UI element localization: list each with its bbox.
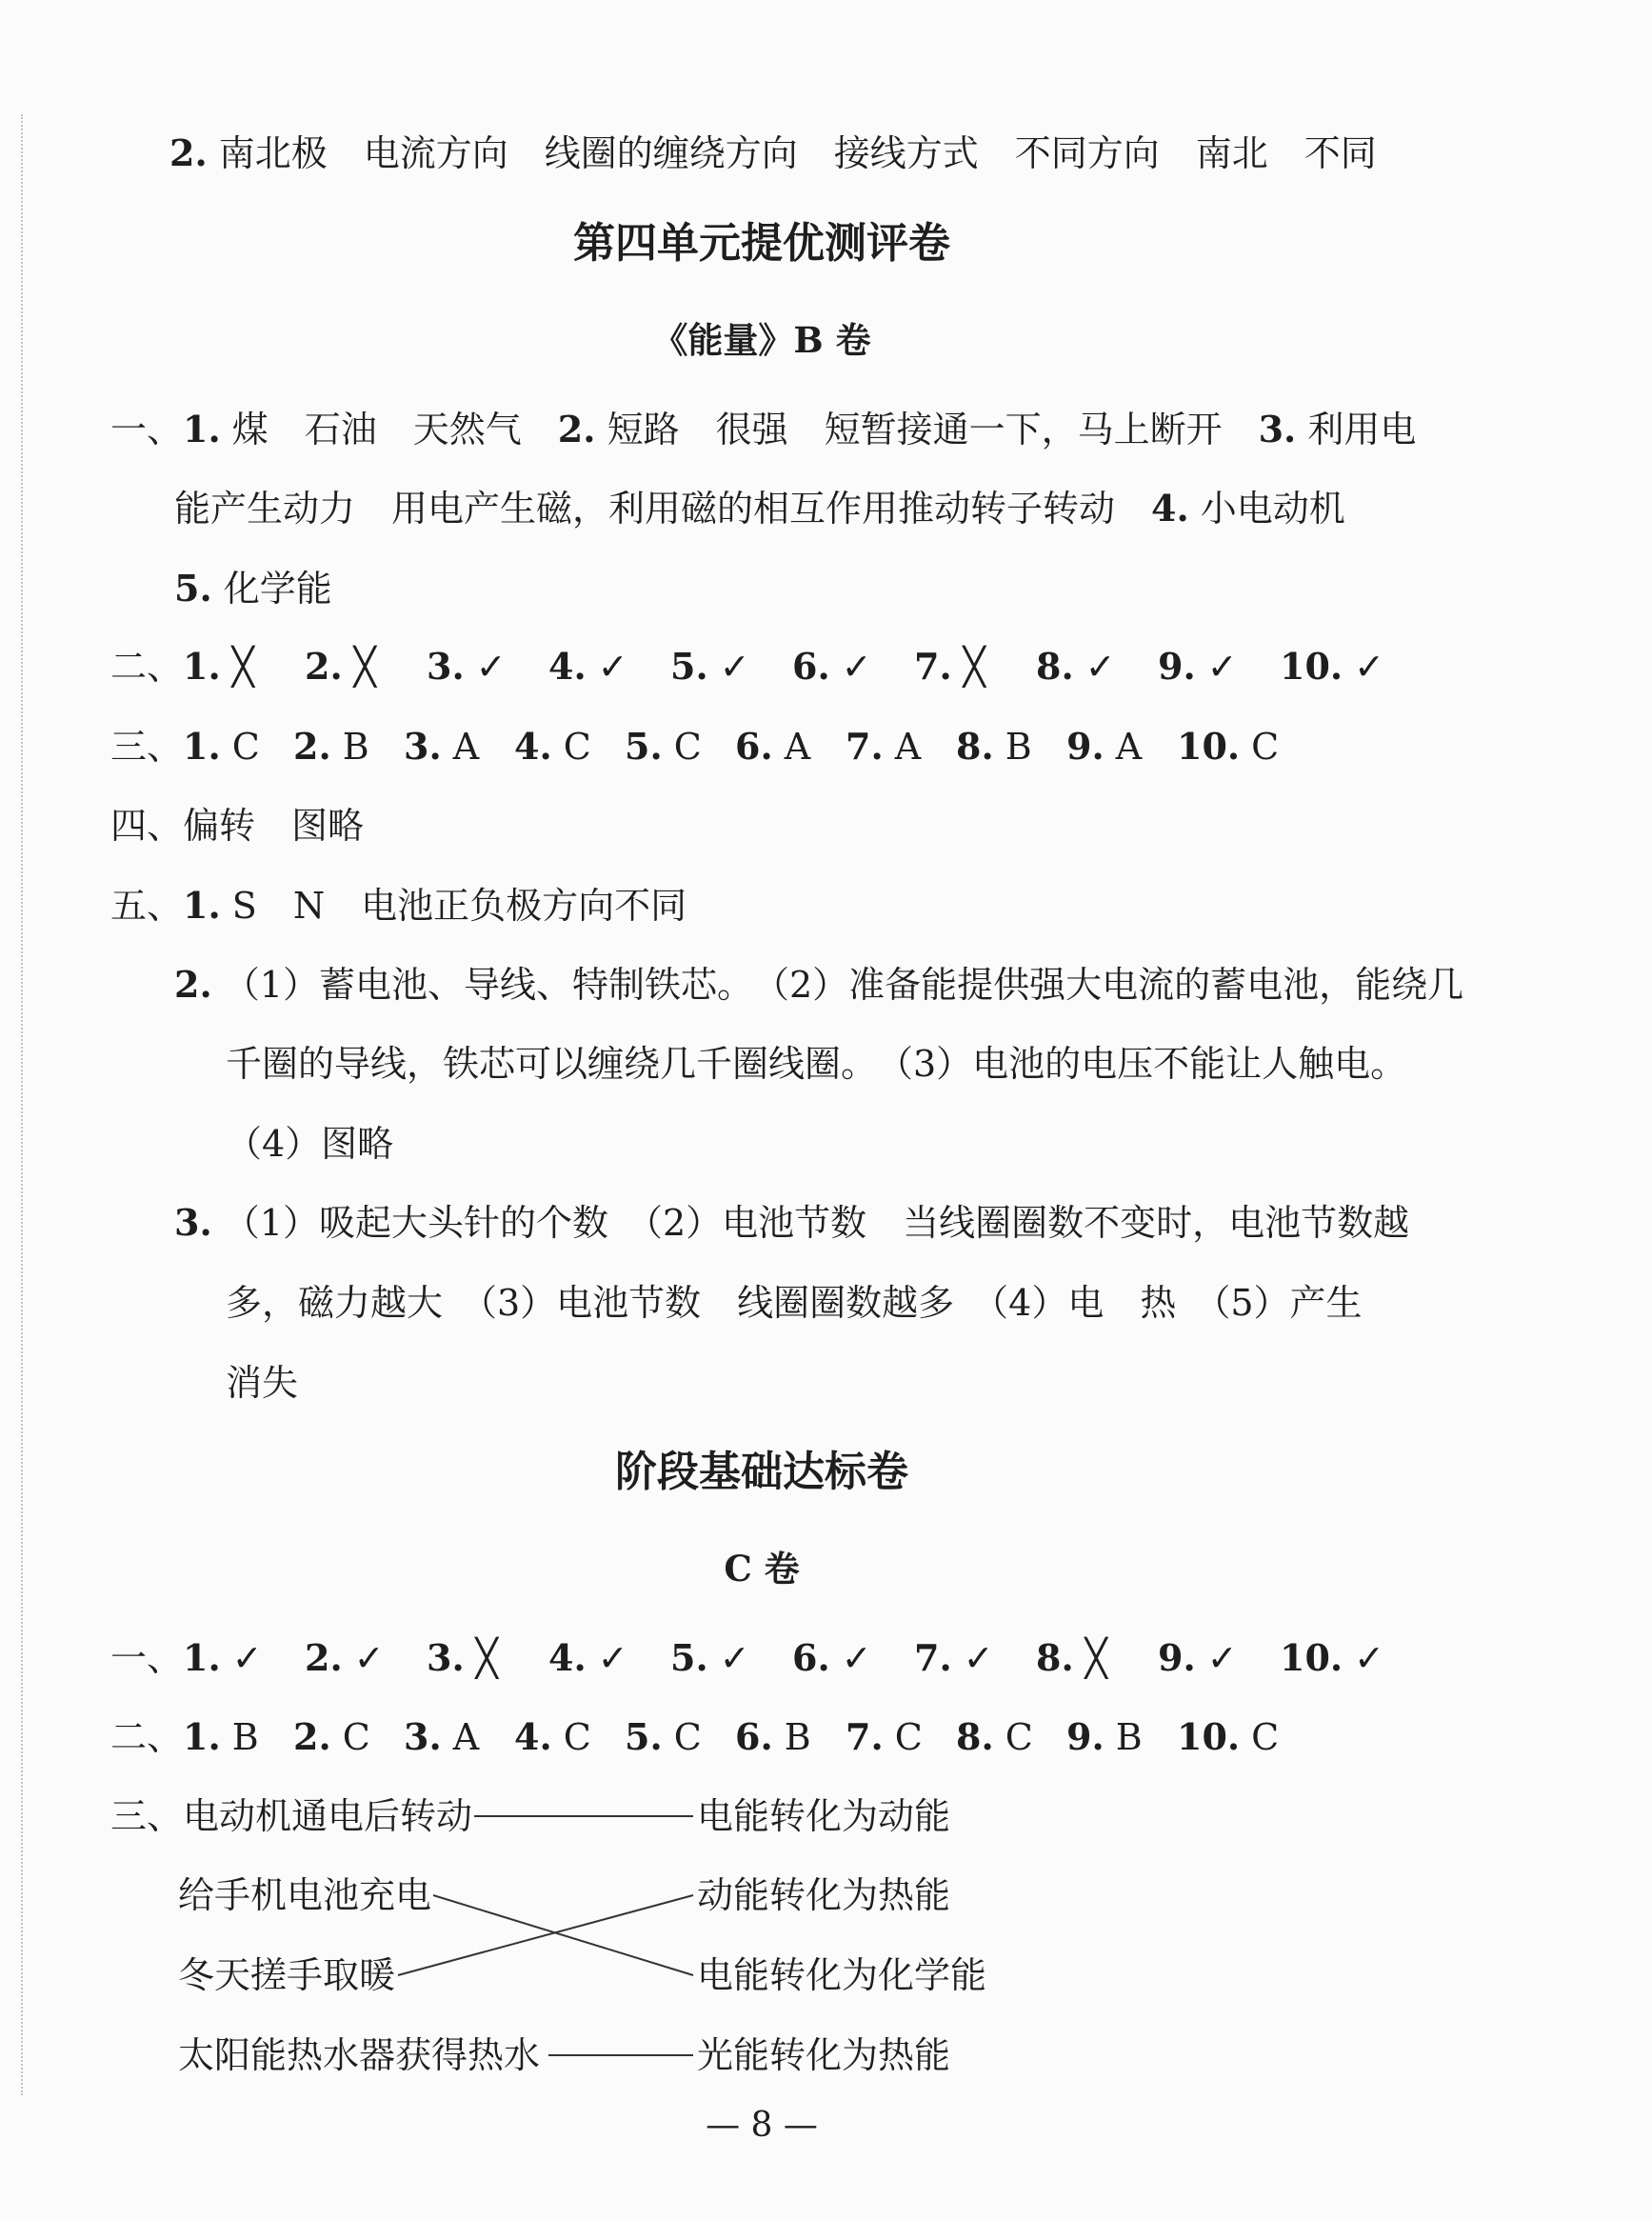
question-number: 2. <box>169 131 208 174</box>
answer-mark: C <box>673 726 702 768</box>
part-prefix: 四、 <box>110 805 184 847</box>
answer-mark: ╳ <box>1085 1637 1107 1679</box>
match-right-item: 电能转化为动能 <box>697 1795 951 1837</box>
answer-mark: C <box>1005 1716 1033 1758</box>
answer-mark: ✓ <box>719 1637 750 1679</box>
question-number: 6. <box>735 1715 773 1758</box>
question-number: 6. <box>735 725 773 768</box>
answer-mark: C <box>1251 726 1280 768</box>
question-number: 3. <box>427 645 465 688</box>
match-left-item: 太阳能热水器获得热水 <box>178 2034 541 2076</box>
question-number: 10. <box>1280 1636 1343 1679</box>
question-number: 2. <box>557 408 596 450</box>
answer-line: 消失 <box>226 1362 299 1404</box>
question-number: 9. <box>1066 725 1105 768</box>
answer-text: 煤 石油 天然气 <box>231 409 558 450</box>
question-number: 2. <box>305 645 343 688</box>
question-number: 5. <box>625 725 663 768</box>
question-number: 7. <box>846 1715 884 1758</box>
answer-mark: ✓ <box>1206 646 1238 688</box>
answer-mark: C <box>673 1716 702 1758</box>
answer-mark: ✓ <box>1354 1637 1384 1679</box>
question-number: 1. <box>183 884 221 927</box>
answer-mark: B <box>342 726 369 768</box>
question-number: 2. <box>174 963 212 1006</box>
match-right-item: 电能转化为化学能 <box>697 1954 987 1996</box>
answer-line: 多，磁力越大 （3）电池节数 线圈圈数越多 （4）电 热 （5）产生 <box>226 1282 1363 1324</box>
part-prefix: 一、 <box>110 1637 184 1679</box>
answer-mark: ✓ <box>475 646 507 688</box>
question-number: 1. <box>183 1636 221 1679</box>
question-number: 6. <box>792 1636 830 1679</box>
answer-mark: C <box>563 726 591 768</box>
answer-line: （4）图略 <box>226 1123 394 1165</box>
question-number: 5. <box>174 567 212 610</box>
answer-text: 化学能 <box>223 568 332 610</box>
answer-mark: ╳ <box>231 646 254 688</box>
answer-mark: ✓ <box>353 1637 385 1679</box>
answer-mark: ✓ <box>841 1637 872 1679</box>
match-left-item: 冬天搓手取暖 <box>178 1954 396 1996</box>
question-number: 4. <box>514 725 552 768</box>
question-number: 3. <box>427 1636 465 1679</box>
section-title: 阶段基础达标卷 <box>615 1448 908 1496</box>
answer-text: 短路 很强 短暂接通一下，马上断开 <box>607 409 1259 450</box>
answer-mark: ✓ <box>841 646 872 688</box>
part-prefix: 二、 <box>110 1716 184 1758</box>
answer-mark: C <box>342 1716 370 1758</box>
answer-mark: ✓ <box>597 646 628 688</box>
part-prefix: 二、 <box>110 646 184 688</box>
answer-text: 能产生动力 用电产生磁，利用磁的相互作用推动转子转动 <box>174 488 1152 530</box>
question-number: 9. <box>1066 1715 1105 1758</box>
answer-mark: A <box>784 726 811 768</box>
answer-text: （1）吸起大头针的个数 （2）电池节数 当线圈圈数不变时，电池节数越 <box>223 1202 1410 1244</box>
answer-mark: ✓ <box>1354 646 1384 688</box>
page-number: — 8 — <box>706 2106 818 2145</box>
question-number: 1. <box>183 725 221 768</box>
question-number: 3. <box>174 1201 212 1244</box>
question-number: 2. <box>305 1636 343 1679</box>
question-number: 4. <box>1151 487 1189 530</box>
answer-mark: C <box>1251 1716 1280 1758</box>
match-right-item: 光能转化为热能 <box>697 2034 951 2076</box>
section-title: 第四单元提优测评卷 <box>573 219 950 268</box>
question-number: 1. <box>183 645 221 688</box>
answer-text: S N 电池正负极方向不同 <box>231 885 687 927</box>
answer-mark: B <box>1005 726 1032 768</box>
answer-mark: C <box>894 1716 923 1758</box>
answer-mark: C <box>563 1716 591 1758</box>
question-number: 1. <box>183 408 221 450</box>
answer-mark: ✓ <box>231 1637 263 1679</box>
answer-mark: B <box>231 1716 259 1758</box>
question-number: 6. <box>792 645 830 688</box>
answer-mark: ╳ <box>963 646 985 688</box>
answer-mark: ✓ <box>719 646 750 688</box>
answer-mark: ✓ <box>963 1637 994 1679</box>
question-number: 9. <box>1158 1636 1196 1679</box>
question-number: 10. <box>1280 645 1343 688</box>
question-number: 3. <box>1258 408 1297 450</box>
question-number: 5. <box>670 1636 708 1679</box>
question-number: 7. <box>846 725 884 768</box>
match-connector-line <box>398 1895 693 1975</box>
question-number: 3. <box>404 1715 442 1758</box>
question-number: 1. <box>183 1715 221 1758</box>
answer-text: 偏转 图略 <box>183 805 365 847</box>
question-number: 3. <box>404 725 442 768</box>
question-number: 8. <box>956 1715 994 1758</box>
question-number: 8. <box>1036 645 1074 688</box>
answer-mark: A <box>452 1716 480 1758</box>
answer-text: 小电动机 <box>1200 488 1345 530</box>
part-prefix: 一、 <box>110 409 184 450</box>
part-prefix: 三、 <box>110 1795 184 1837</box>
answer-mark: A <box>1115 726 1143 768</box>
match-left-item: 给手机电池充电 <box>178 1874 432 1916</box>
match-connector-line <box>433 1895 693 1975</box>
section-subtitle: 《能量》B 卷 <box>652 319 871 361</box>
question-number: 8. <box>1036 1636 1074 1679</box>
answer-text: 利用电 <box>1307 409 1417 450</box>
question-number: 2. <box>293 725 331 768</box>
question-number: 10. <box>1177 1715 1241 1758</box>
question-number: 5. <box>670 645 708 688</box>
match-left-text: 电动机通电后转动 <box>183 1795 473 1837</box>
answer-mark: ✓ <box>597 1637 628 1679</box>
question-number: 7. <box>914 645 952 688</box>
answer-mark: C <box>231 726 260 768</box>
question-number: 2. <box>293 1715 331 1758</box>
part-prefix: 三、 <box>110 726 184 768</box>
answer-mark: A <box>894 726 922 768</box>
answer-text: 南北极 电流方向 线圈的缠绕方向 接线方式 不同方向 南北 不同 <box>218 132 1377 174</box>
answer-text: （1）蓄电池、导线、特制铁芯。 （2）准备能提供强大电流的蓄电池，能绕几 <box>223 964 1464 1006</box>
answer-mark: ╳ <box>353 646 376 688</box>
question-number: 5. <box>625 1715 663 1758</box>
question-number: 7. <box>914 1636 952 1679</box>
part-prefix: 五、 <box>110 885 184 927</box>
question-number: 10. <box>1177 725 1241 768</box>
question-number: 4. <box>548 1636 587 1679</box>
answer-mark: ✓ <box>1206 1637 1238 1679</box>
question-number: 4. <box>514 1715 552 1758</box>
question-number: 4. <box>548 645 587 688</box>
answer-line: 千圈的导线，铁芯可以缠绕几千圈线圈。 （3）电池的电压不能让人触电。 <box>226 1043 1407 1085</box>
answer-mark: ╳ <box>475 1637 498 1679</box>
match-right-item: 动能转化为热能 <box>697 1874 951 1916</box>
section-subtitle: C 卷 <box>724 1548 800 1590</box>
answer-mark: B <box>1115 1716 1143 1758</box>
answer-mark: B <box>784 1716 811 1758</box>
answer-mark: ✓ <box>1085 646 1116 688</box>
question-number: 9. <box>1158 645 1196 688</box>
answer-mark: A <box>452 726 480 768</box>
question-number: 8. <box>956 725 994 768</box>
